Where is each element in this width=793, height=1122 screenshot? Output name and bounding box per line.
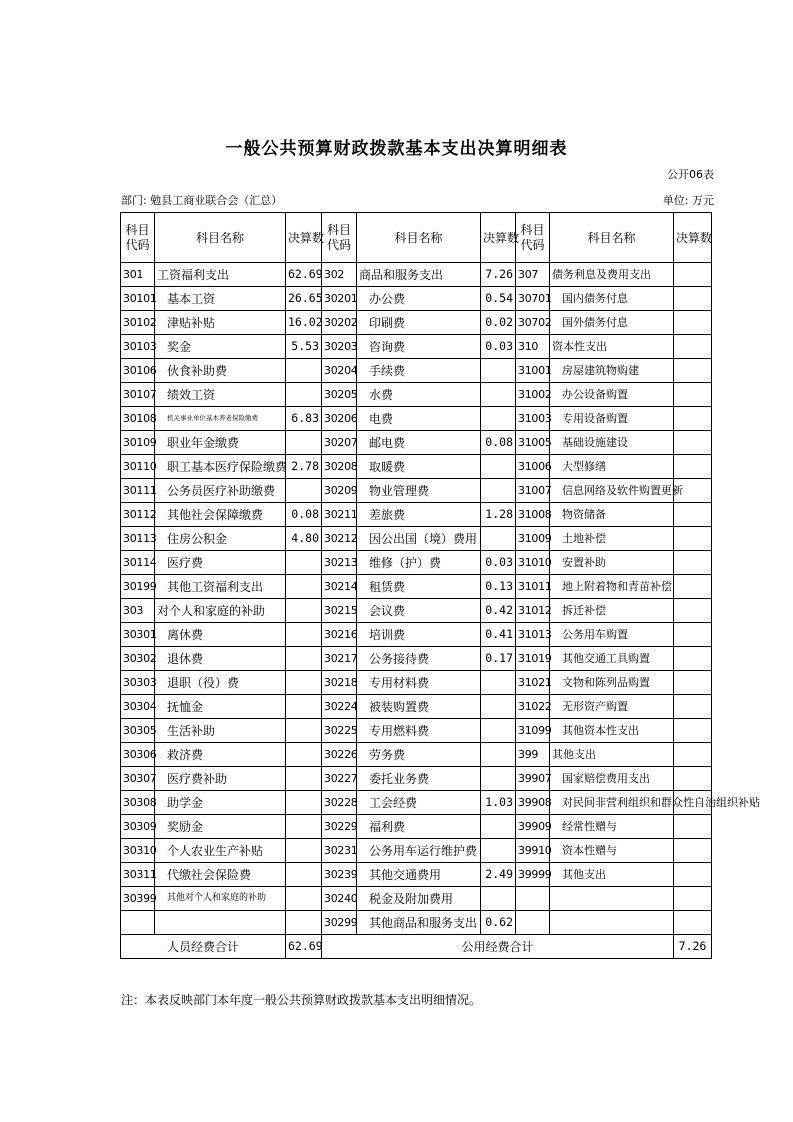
amount: 1.28 <box>481 503 516 527</box>
amount <box>481 815 516 839</box>
subject-code: 30202 <box>322 311 357 335</box>
subject-code: 31019 <box>516 647 550 671</box>
subject-name: 其他交通工具购置 <box>550 647 674 671</box>
subject-name: 抚恤金 <box>155 695 286 719</box>
personnel-total-value: 62.69 <box>286 935 322 959</box>
header-name: 科目名称 <box>550 213 674 263</box>
subject-code: 30213 <box>322 551 357 575</box>
subject-code: 30211 <box>322 503 357 527</box>
subject-name: 其他商品和服务支出 <box>357 911 481 935</box>
subject-code: 30102 <box>121 311 155 335</box>
subject-name: 水费 <box>357 383 481 407</box>
totals-row <box>121 935 712 959</box>
subject-code: 30229 <box>322 815 357 839</box>
subject-name: 奖金 <box>155 335 286 359</box>
amount <box>481 479 516 503</box>
amount <box>481 407 516 431</box>
table-row <box>121 287 712 311</box>
amount <box>481 839 516 863</box>
amount: 0.02 <box>481 311 516 335</box>
table-row <box>121 695 712 719</box>
subject-code: 30110 <box>121 455 155 479</box>
subject-name: 商品和服务支出 <box>357 263 481 287</box>
subject-name: 房屋建筑物购建 <box>550 359 674 383</box>
amount <box>674 383 712 407</box>
amount <box>674 743 712 767</box>
amount <box>674 335 712 359</box>
subject-name: 其他支出 <box>550 743 674 767</box>
subject-code: 30303 <box>121 671 155 695</box>
subject-code: 399 <box>516 743 550 767</box>
subject-name: 安置补助 <box>550 551 674 575</box>
subject-code: 30103 <box>121 335 155 359</box>
amount <box>481 383 516 407</box>
amount <box>286 359 322 383</box>
subject-name: 其他工资福利支出 <box>155 575 286 599</box>
amount <box>481 743 516 767</box>
table-row <box>121 599 712 623</box>
subject-code: 30101 <box>121 287 155 311</box>
amount <box>481 767 516 791</box>
amount: 62.69 <box>286 263 322 287</box>
amount <box>286 623 322 647</box>
personnel-total-label: 人员经费合计 <box>121 935 286 959</box>
subject-name: 伙食补助费 <box>155 359 286 383</box>
subject-code: 30199 <box>121 575 155 599</box>
footnote: 注：本表反映部门本年度一般公共预算财政拨款基本支出明细情况。 <box>121 993 482 1007</box>
subject-name: 救济费 <box>155 743 286 767</box>
amount <box>286 671 322 695</box>
amount <box>674 551 712 575</box>
subject-code <box>516 911 550 935</box>
subject-code: 30311 <box>121 863 155 887</box>
subject-code: 30109 <box>121 431 155 455</box>
subject-name: 资本性赠与 <box>550 839 674 863</box>
subject-name: 税金及附加费用 <box>357 887 481 911</box>
expenditure-table <box>120 212 760 959</box>
header-code: 科目 代码 <box>322 213 357 263</box>
subject-code: 30215 <box>322 599 357 623</box>
subject-name: 资本性支出 <box>550 335 674 359</box>
table-row <box>121 743 712 767</box>
subject-code: 30231 <box>322 839 357 863</box>
subject-name: 专用材料费 <box>357 671 481 695</box>
amount <box>286 479 322 503</box>
amount <box>674 359 712 383</box>
subject-code: 30305 <box>121 719 155 743</box>
amount <box>674 863 712 887</box>
header-amount: 决算数 <box>674 213 712 263</box>
unit-label: 单位: 万元 <box>662 194 714 207</box>
subject-code: 31003 <box>516 407 550 431</box>
subject-name: 维修（护）费 <box>357 551 481 575</box>
subject-code <box>516 887 550 911</box>
subject-name: 退休费 <box>155 647 286 671</box>
subject-code <box>121 911 155 935</box>
department-label: 部门: 勉县工商业联合会（汇总） <box>121 194 283 207</box>
subject-code: 30212 <box>322 527 357 551</box>
subject-name: 其他资本性支出 <box>550 719 674 743</box>
amount: 0.17 <box>481 647 516 671</box>
amount <box>674 815 712 839</box>
amount <box>674 311 712 335</box>
subject-name: 其他支出 <box>550 863 674 887</box>
subject-name: 债务利息及费用支出 <box>550 263 674 287</box>
amount <box>674 623 712 647</box>
amount <box>286 767 322 791</box>
subject-code: 31099 <box>516 719 550 743</box>
subject-name: 专用燃料费 <box>357 719 481 743</box>
subject-code: 30226 <box>322 743 357 767</box>
subject-name: 被装购置费 <box>357 695 481 719</box>
amount <box>674 911 712 935</box>
subject-code: 30304 <box>121 695 155 719</box>
subject-code: 30208 <box>322 455 357 479</box>
subject-code: 30239 <box>322 863 357 887</box>
subject-code: 30108 <box>121 407 155 431</box>
subject-name <box>155 911 286 935</box>
amount <box>674 647 712 671</box>
subject-name: 津贴补贴 <box>155 311 286 335</box>
header-name: 科目名称 <box>357 213 481 263</box>
subject-code: 30111 <box>121 479 155 503</box>
subject-code: 31013 <box>516 623 550 647</box>
subject-code: 30107 <box>121 383 155 407</box>
amount <box>674 527 712 551</box>
subject-code: 31021 <box>516 671 550 695</box>
public-total-label: 公用经费合计 <box>322 935 674 959</box>
subject-code: 30203 <box>322 335 357 359</box>
amount <box>286 551 322 575</box>
header-amount: 决算数 <box>481 213 516 263</box>
amount <box>286 887 322 911</box>
subject-name: 公务用车运行维护费 <box>357 839 481 863</box>
amount: 0.03 <box>481 551 516 575</box>
subject-name: 邮电费 <box>357 431 481 455</box>
amount: 2.78 <box>286 455 322 479</box>
table-row <box>121 263 712 287</box>
subject-code: 30206 <box>322 407 357 431</box>
subject-code: 30216 <box>322 623 357 647</box>
table-row <box>121 791 712 815</box>
subject-name: 离休费 <box>155 623 286 647</box>
amount <box>481 887 516 911</box>
subject-code: 31006 <box>516 455 550 479</box>
subject-name: 办公费 <box>357 287 481 311</box>
table-row <box>121 527 712 551</box>
header-code: 科目 代码 <box>121 213 155 263</box>
amount: 4.80 <box>286 527 322 551</box>
subject-name: 土地补偿 <box>550 527 674 551</box>
table-row <box>121 671 712 695</box>
subject-name: 经常性赠与 <box>550 815 674 839</box>
subject-code: 31007 <box>516 479 550 503</box>
table-row <box>121 647 712 671</box>
amount <box>674 719 712 743</box>
amount <box>674 263 712 287</box>
subject-name: 公务接待费 <box>357 647 481 671</box>
subject-code: 39907 <box>516 767 550 791</box>
amount <box>286 863 322 887</box>
table-row <box>121 623 712 647</box>
amount <box>674 767 712 791</box>
amount: 7.26 <box>481 263 516 287</box>
subject-code: 31010 <box>516 551 550 575</box>
subject-name: 基本工资 <box>155 287 286 311</box>
subject-code: 30112 <box>121 503 155 527</box>
amount <box>674 671 712 695</box>
subject-code: 30218 <box>322 671 357 695</box>
subject-name: 代缴社会保险费 <box>155 863 286 887</box>
subject-name: 住房公积金 <box>155 527 286 551</box>
subject-code: 30306 <box>121 743 155 767</box>
subject-code: 39910 <box>516 839 550 863</box>
amount: 1.03 <box>481 791 516 815</box>
amount <box>674 695 712 719</box>
subject-code: 30228 <box>322 791 357 815</box>
subject-name: 电费 <box>357 407 481 431</box>
subject-name: 国外债务付息 <box>550 311 674 335</box>
amount: 0.41 <box>481 623 516 647</box>
subject-name: 医疗费补助 <box>155 767 286 791</box>
table-row <box>121 383 712 407</box>
subject-code: 30240 <box>322 887 357 911</box>
amount <box>674 575 712 599</box>
subject-code: 39999 <box>516 863 550 887</box>
subject-code: 30225 <box>322 719 357 743</box>
subject-code: 31012 <box>516 599 550 623</box>
amount: 0.08 <box>286 503 322 527</box>
subject-name: 其他对个人和家庭的补助 <box>155 887 286 911</box>
subject-code: 30106 <box>121 359 155 383</box>
subject-name: 培训费 <box>357 623 481 647</box>
subject-name: 国家赔偿费用支出 <box>550 767 674 791</box>
amount: 6.83 <box>286 407 322 431</box>
amount <box>481 359 516 383</box>
header-name: 科目名称 <box>155 213 286 263</box>
amount <box>674 887 712 911</box>
table-row <box>121 575 712 599</box>
amount <box>286 599 322 623</box>
subject-code: 31002 <box>516 383 550 407</box>
subject-name: 手续费 <box>357 359 481 383</box>
subject-code: 31009 <box>516 527 550 551</box>
amount <box>481 455 516 479</box>
subject-name: 机关事业单位基本养老保险缴费 <box>155 407 286 431</box>
amount <box>674 455 712 479</box>
amount <box>286 719 322 743</box>
table-row <box>121 311 712 335</box>
subject-name: 退职（役）费 <box>155 671 286 695</box>
subject-name: 国内债务付息 <box>550 287 674 311</box>
subject-code: 31008 <box>516 503 550 527</box>
amount <box>674 503 712 527</box>
amount <box>286 431 322 455</box>
amount <box>674 431 712 455</box>
header-amount: 决算数 <box>286 213 322 263</box>
amount <box>481 695 516 719</box>
page-title: 一般公共预算财政拨款基本支出决算明细表 <box>225 139 568 159</box>
subject-name: 个人农业生产补贴 <box>155 839 286 863</box>
subject-code: 30113 <box>121 527 155 551</box>
subject-name: 工资福利支出 <box>155 263 286 287</box>
subject-code: 30307 <box>121 767 155 791</box>
subject-code: 30701 <box>516 287 550 311</box>
table-row <box>121 839 712 863</box>
amount <box>286 815 322 839</box>
amount <box>481 719 516 743</box>
subject-name: 文物和陈列品购置 <box>550 671 674 695</box>
subject-name: 福利费 <box>357 815 481 839</box>
amount <box>481 527 516 551</box>
subject-name: 拆迁补偿 <box>550 599 674 623</box>
subject-code: 31011 <box>516 575 550 599</box>
subject-name: 办公设备购置 <box>550 383 674 407</box>
subject-name: 其他社会保障缴费 <box>155 503 286 527</box>
subject-name: 医疗费 <box>155 551 286 575</box>
subject-name: 助学金 <box>155 791 286 815</box>
subject-name: 取暖费 <box>357 455 481 479</box>
table-row <box>121 359 712 383</box>
subject-code: 31022 <box>516 695 550 719</box>
subject-name: 奖励金 <box>155 815 286 839</box>
subject-name: 物业管理费 <box>357 479 481 503</box>
amount: 0.08 <box>481 431 516 455</box>
subject-name: 无形资产购置 <box>550 695 674 719</box>
subject-code: 30217 <box>322 647 357 671</box>
subject-code: 30310 <box>121 839 155 863</box>
amount <box>286 695 322 719</box>
table-row <box>121 503 712 527</box>
amount: 0.62 <box>481 911 516 935</box>
table-row <box>121 455 712 479</box>
subject-code: 30308 <box>121 791 155 815</box>
subject-name: 公务用车购置 <box>550 623 674 647</box>
subject-code: 310 <box>516 335 550 359</box>
subject-name: 地上附着物和青苗补偿 <box>550 575 674 599</box>
subject-code: 301 <box>121 263 155 287</box>
amount: 0.42 <box>481 599 516 623</box>
subject-name: 对个人和家庭的补助 <box>155 599 286 623</box>
amount <box>674 599 712 623</box>
subject-name: 职工基本医疗保险缴费 <box>155 455 286 479</box>
subject-code: 30201 <box>322 287 357 311</box>
table-header-row <box>121 213 712 263</box>
subject-name: 因公出国（境）费用 <box>357 527 481 551</box>
amount <box>674 407 712 431</box>
subject-code: 30301 <box>121 623 155 647</box>
amount <box>286 839 322 863</box>
table-row <box>121 479 712 503</box>
subject-name: 租赁费 <box>357 575 481 599</box>
subject-name: 大型修缮 <box>550 455 674 479</box>
subject-name <box>550 887 674 911</box>
table-row <box>121 863 712 887</box>
subject-code: 30309 <box>121 815 155 839</box>
subject-code: 30399 <box>121 887 155 911</box>
subject-name <box>550 911 674 935</box>
table-row <box>121 887 712 911</box>
subject-code: 307 <box>516 263 550 287</box>
subject-code: 31001 <box>516 359 550 383</box>
subject-code: 302 <box>322 263 357 287</box>
form-number: 公开06表 <box>667 168 714 181</box>
amount <box>674 287 712 311</box>
table-row <box>121 719 712 743</box>
subject-name: 物资储备 <box>550 503 674 527</box>
subject-name: 对民间非营利组织和群众性自治组织补贴 <box>550 791 674 815</box>
subject-name: 咨询费 <box>357 335 481 359</box>
table-row <box>121 815 712 839</box>
subject-name: 基础设施建设 <box>550 431 674 455</box>
subject-name: 公务员医疗补助缴费 <box>155 479 286 503</box>
subject-code: 30214 <box>322 575 357 599</box>
public-total-value: 7.26 <box>674 935 712 959</box>
subject-name: 会议费 <box>357 599 481 623</box>
subject-code: 31005 <box>516 431 550 455</box>
subject-code: 30204 <box>322 359 357 383</box>
amount <box>286 575 322 599</box>
subject-code: 30299 <box>322 911 357 935</box>
amount: 2.49 <box>481 863 516 887</box>
subject-name: 其他交通费用 <box>357 863 481 887</box>
table-row <box>121 407 712 431</box>
amount: 26.65 <box>286 287 322 311</box>
subject-code: 30207 <box>322 431 357 455</box>
subject-name: 绩效工资 <box>155 383 286 407</box>
amount <box>286 743 322 767</box>
amount: 0.03 <box>481 335 516 359</box>
subject-code: 30224 <box>322 695 357 719</box>
amount <box>286 791 322 815</box>
subject-name: 委托业务费 <box>357 767 481 791</box>
subject-name: 工会经费 <box>357 791 481 815</box>
table-row <box>121 767 712 791</box>
amount: 0.54 <box>481 287 516 311</box>
header-code: 科目 代码 <box>516 213 550 263</box>
subject-code: 30227 <box>322 767 357 791</box>
table-row <box>121 911 712 935</box>
table-row <box>121 431 712 455</box>
table-row <box>121 551 712 575</box>
subject-code: 39909 <box>516 815 550 839</box>
subject-name: 专用设备购置 <box>550 407 674 431</box>
amount: 5.53 <box>286 335 322 359</box>
amount: 16.02 <box>286 311 322 335</box>
subject-name: 劳务费 <box>357 743 481 767</box>
subject-name: 生活补助 <box>155 719 286 743</box>
subject-name: 差旅费 <box>357 503 481 527</box>
amount <box>674 839 712 863</box>
subject-name: 职业年金缴费 <box>155 431 286 455</box>
table-row <box>121 335 712 359</box>
subject-name: 印刷费 <box>357 311 481 335</box>
amount: 0.13 <box>481 575 516 599</box>
subject-code: 303 <box>121 599 155 623</box>
subject-code: 30205 <box>322 383 357 407</box>
subject-code: 30302 <box>121 647 155 671</box>
amount <box>286 911 322 935</box>
subject-code: 30209 <box>322 479 357 503</box>
subject-name: 信息网络及软件购置更新 <box>550 479 674 503</box>
subject-code: 30114 <box>121 551 155 575</box>
amount <box>286 647 322 671</box>
subject-code: 30702 <box>516 311 550 335</box>
amount <box>286 383 322 407</box>
subject-code: 39908 <box>516 791 550 815</box>
amount <box>481 671 516 695</box>
